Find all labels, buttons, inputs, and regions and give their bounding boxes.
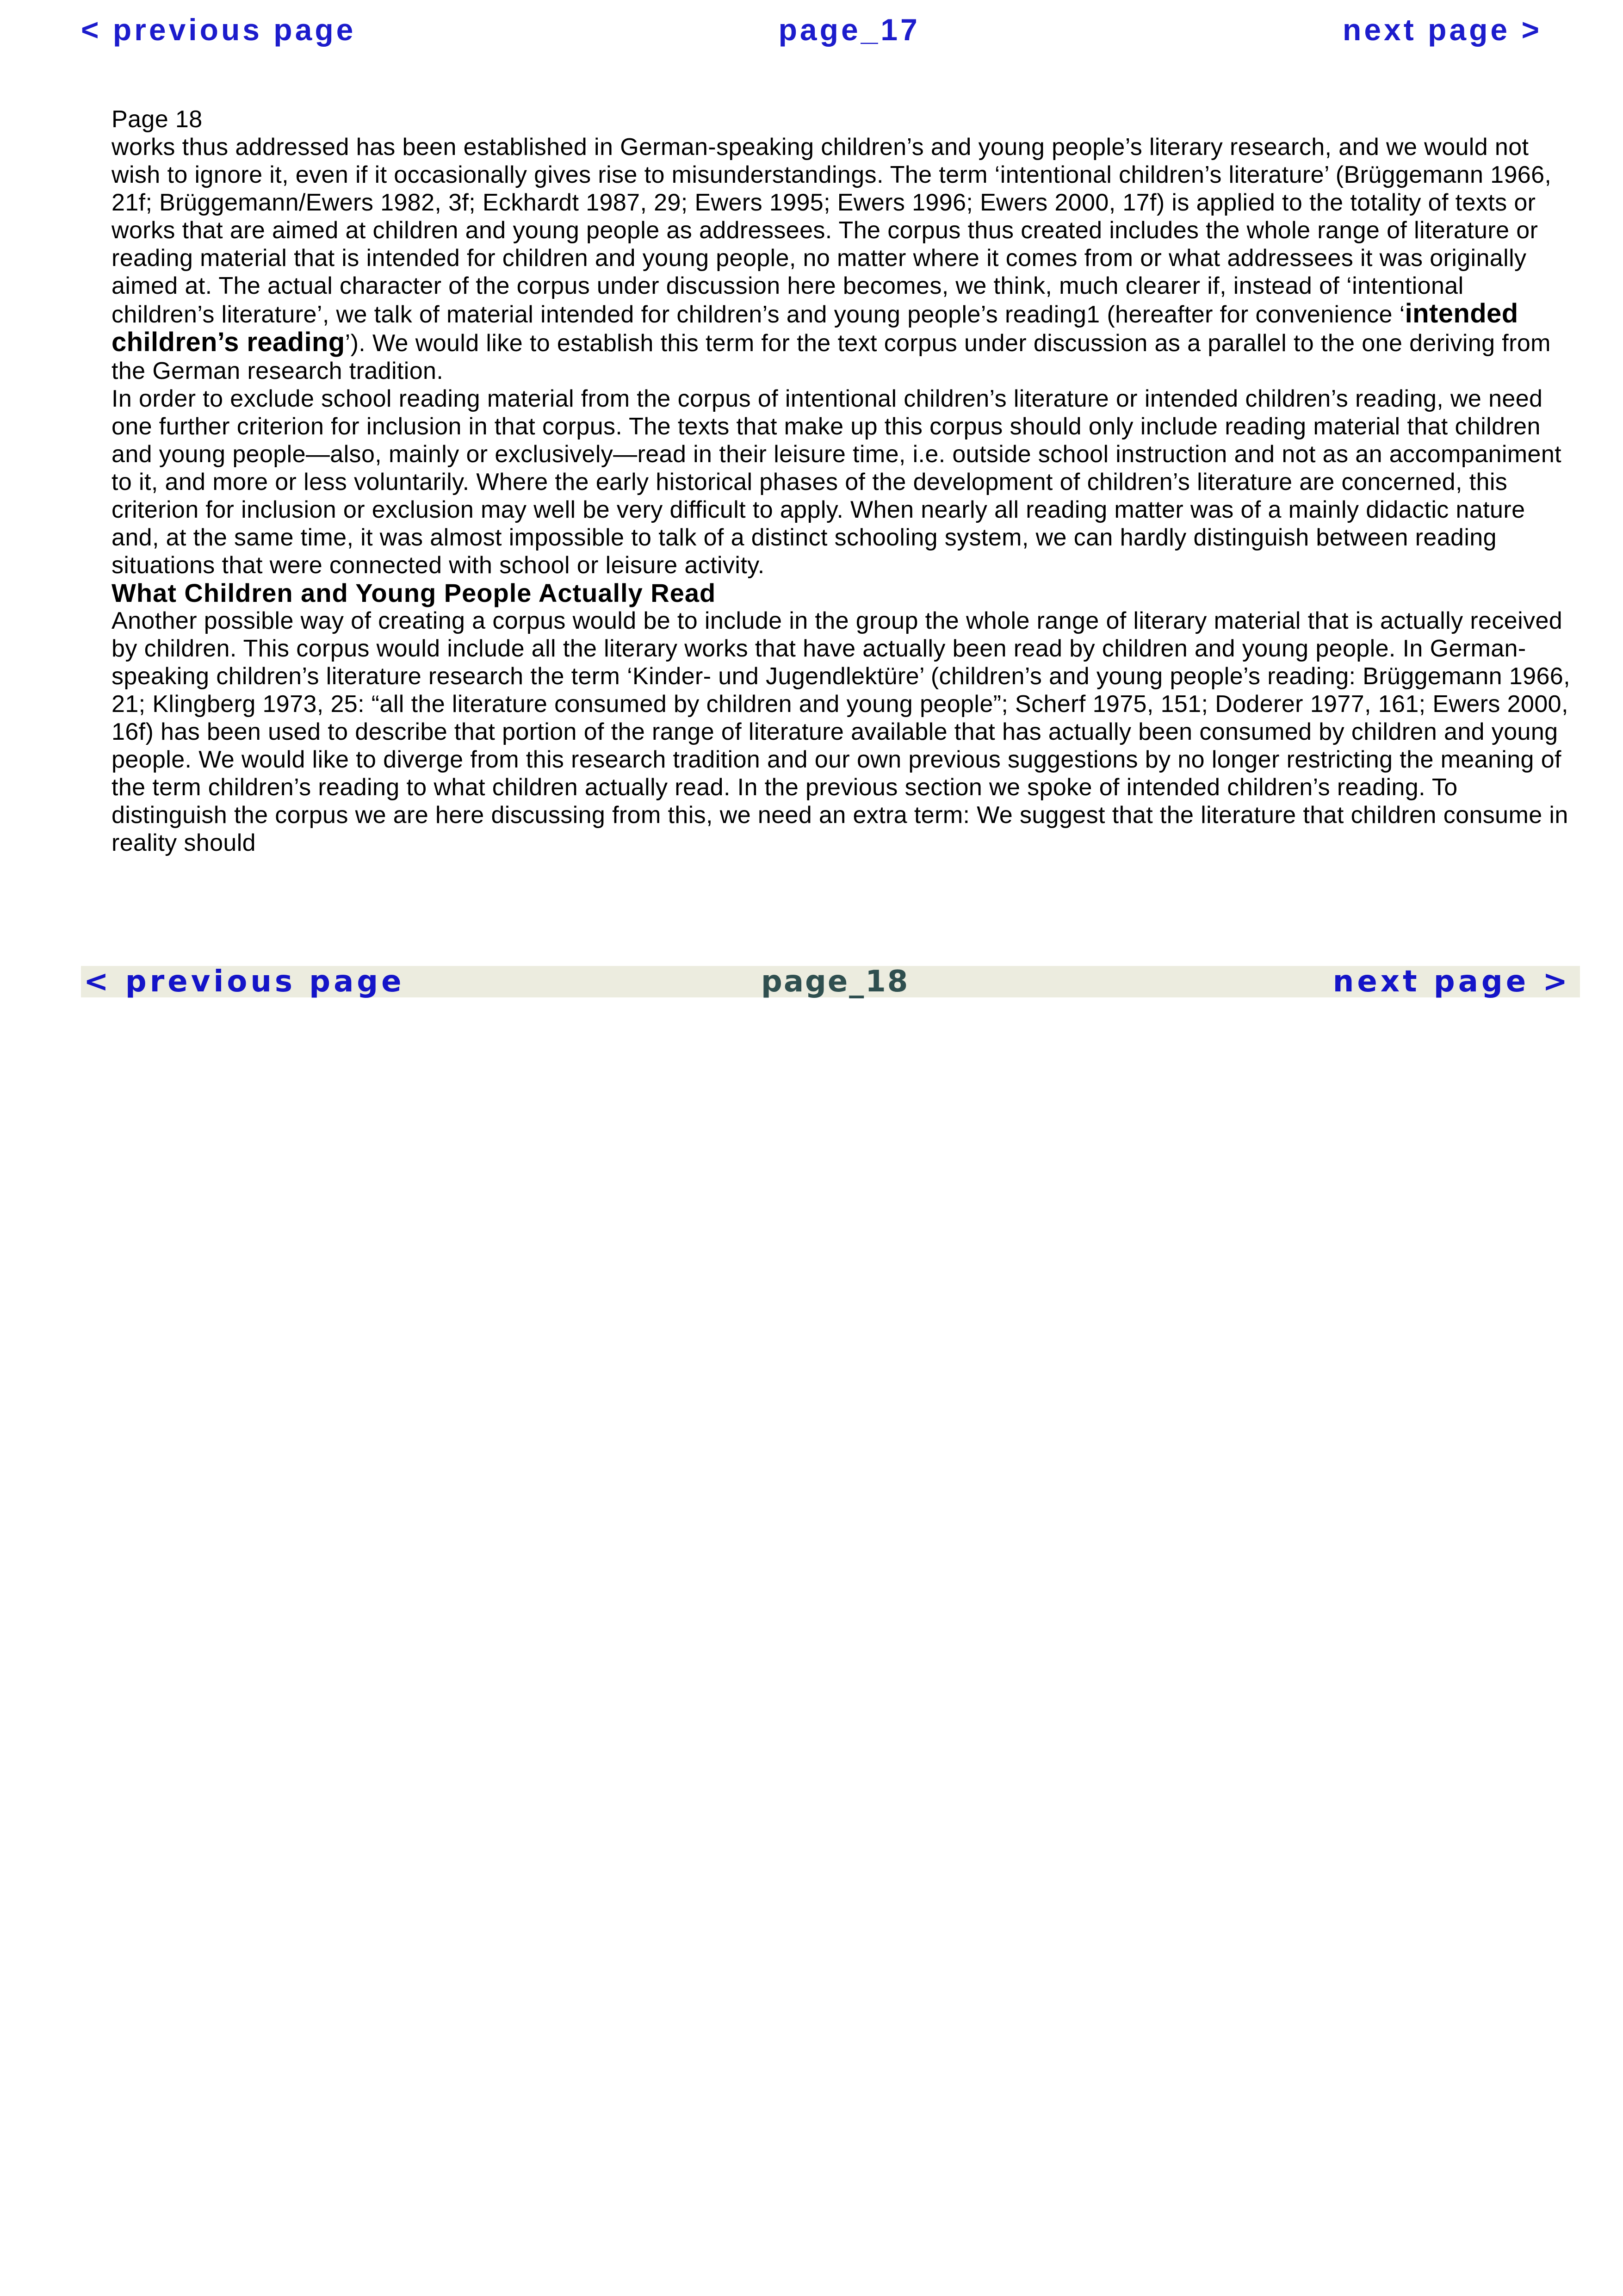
ghost-prev-link[interactable]: < previous page bbox=[81, 12, 356, 47]
ghost-current-page: page_17 bbox=[778, 12, 920, 47]
paragraph-1-text-start: works thus addressed has been established in German-speaking children’s and young people’s literary research, and we would not wish to ignore it, even if it occasionally gives rise to misunderstandings. The term ‘intentional children’s literature’ (Brüggemann 1966, 21f; Brüggemann/Ewers 1982, 3f; Eckhardt 1987, 29; Ewers 1995; Ewers 1996; Ewers 2000, 17f) is applied to the totality of texts or works that are aimed at children and young people as addressees. The corpus thus created includes the whole range of literature or reading material that is intended for children and young people, no matter where it comes from or what addressees it was originally aimed at. The actual character of the corpus under discussion here becomes, we think, much clearer if, instead of ‘intentional children’s literature’, we talk of material intended for children’s and young people’s reading1 (hereafter for convenience ‘ bbox=[112, 134, 1552, 328]
paragraph-school-reading: In order to exclude school reading material from the corpus of intentional children’s literature or intended children’s reading, we need one further criterion for inclusion in that corpus. The texts that make up this corpus should only include reading material that children and young people—also, mainly or exclusively—read in their leisure time, i.e. outside school instruction and not as an accompaniment to it, and more or less voluntarily. Where the early historical phases of the development of children’s literature are concerned, this criterion for inclusion or exclusion may well be very difficult to apply. When nearly all reading matter was of a mainly didactic nature and, at the same time, it was almost impossible to talk of a distinct schooling system, we can hardly distinguish between reading situations that were connected with school or leisure activity. bbox=[112, 385, 1562, 579]
page-content bbox=[112, 105, 1573, 857]
paragraph-actual-reading: Another possible way of creating a corpus would be to include in the group the whole range of literary material that is actually received by children. This corpus would include all the literary works that have actually been read by children and young people. In German-speaking children’s literature research the term ‘Kinder- und Jugendlektüre’ (children’s and young people’s reading: Brüggemann 1966, 21; Klingberg 1973, 25: “all the literature consumed by children and young people”; Scherf 1975, 151; Doderer 1977, 161; Ewers 2000, 16f) has been used to describe that portion of the range of literature available that has actually been consumed by children and young people. We would like to diverge from this research tradition and our own previous suggestions by no longer restricting the meaning of the term children’s reading to what children actually read. In the previous section we spoke of intended children’s reading. To distinguish the corpus we are here discussing from this, we need an extra term: We suggest that the literature that children consume in reality should bbox=[112, 607, 1570, 856]
bold-term-intended-childrens-reading: intended children’s reading bbox=[112, 298, 1518, 357]
paragraph-1-text-end: ’). We would like to establish this term for the text corpus under discussion as a parallel to the one deriving from the German research tradition. bbox=[112, 330, 1551, 384]
next-page-link[interactable]: next page > bbox=[1332, 965, 1571, 999]
page-navigation-bar bbox=[81, 966, 1580, 997]
previous-page-link[interactable]: < previous page bbox=[84, 965, 405, 999]
paragraph-intended-reading bbox=[112, 133, 1573, 385]
ghost-next-link[interactable]: next page > bbox=[1343, 12, 1542, 47]
page-number-label: Page 18 bbox=[112, 106, 203, 133]
current-page-indicator: page_18 bbox=[761, 965, 910, 999]
section-heading: What Children and Young People Actually Read bbox=[112, 578, 716, 607]
previous-page-nav-remnant bbox=[0, 0, 1623, 78]
ghost-nav-row bbox=[81, 12, 1542, 47]
